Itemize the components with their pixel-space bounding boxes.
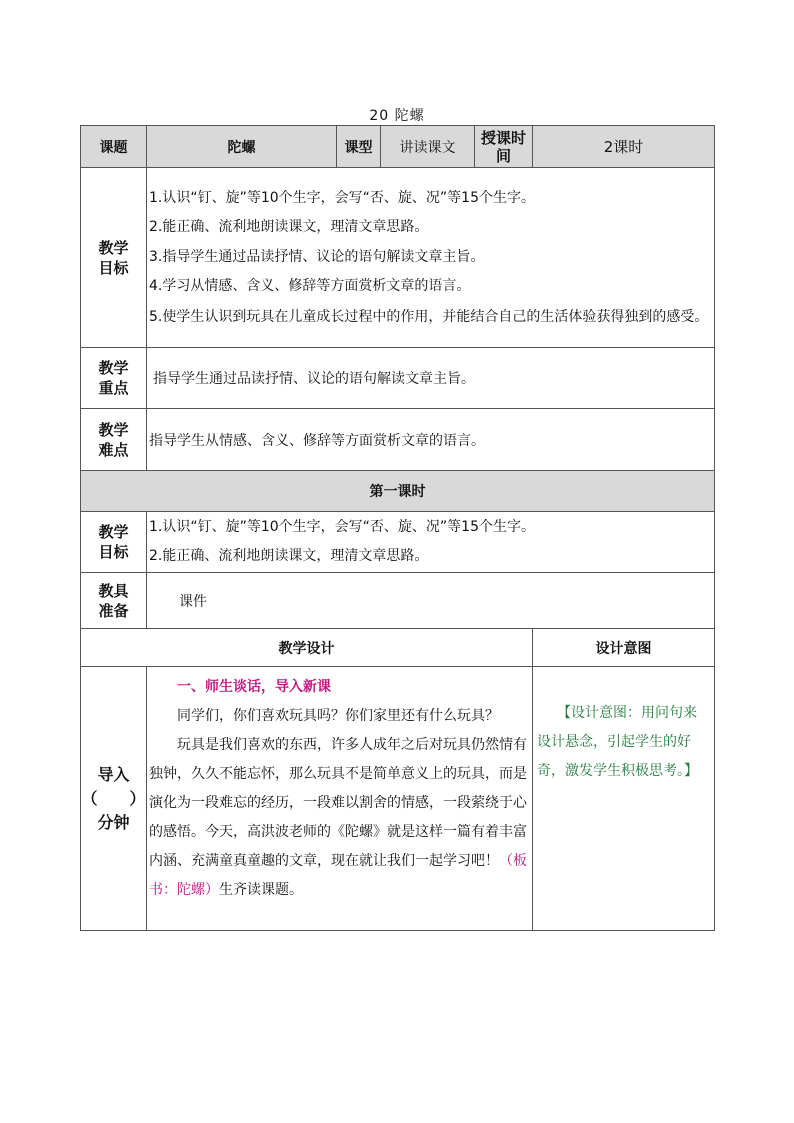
tools-text: 课件 — [147, 573, 715, 629]
tools-label: 教具准备 — [81, 573, 147, 629]
key-points-row — [81, 348, 715, 409]
design-header: 教学设计 — [81, 629, 533, 667]
topic-label: 课题 — [81, 126, 147, 168]
goal-item: 2.能正确、流利地朗读课文，理清文章思路。 — [149, 548, 429, 564]
goals-label: 教学目标 — [81, 168, 147, 348]
goals-list — [147, 168, 715, 348]
goal-item: 1.认识“钉、旋”等10个生字，会写“否、旋、况”等15个生字。 — [149, 189, 535, 206]
goal-item: 5.使学生认识到玩具在儿童成长过程中的作用，并能结合自己的生活体验获得独到的感受。 — [149, 308, 709, 325]
difficulties-row — [81, 409, 715, 471]
time-label: 授课时间 — [475, 126, 533, 168]
lesson1-title: 第一课时 — [81, 471, 715, 512]
tools-row — [81, 573, 715, 629]
intro-label: 导入（ ）分钟 — [81, 667, 147, 931]
goals-row — [81, 168, 715, 348]
header-row — [81, 126, 715, 168]
goal-item: 3.指导学生通过品读抒情、议论的语句解读文章主旨。 — [149, 248, 485, 265]
goal-item: 2.能正确、流利地朗读课文，理清文章思路。 — [149, 219, 429, 235]
type-value: 讲读课文 — [381, 126, 475, 168]
intro-row — [81, 667, 715, 931]
intro-intent: 【设计意图：用问句来设计悬念，引起学生的好奇，激发学生积极思考。】 — [533, 667, 715, 931]
goal-item: 1.认识“钉、旋”等10个生字，会写“否、旋、况”等15个生字。 — [149, 518, 535, 535]
lesson1-title-row — [81, 471, 715, 512]
lesson1-goals-label: 教学目标 — [81, 512, 147, 573]
document-title: 20 陀螺 — [369, 108, 425, 124]
lesson1-goals-list — [147, 512, 715, 573]
blackboard-note: （板书：陀螺） — [149, 853, 527, 898]
lesson-plan-table — [80, 125, 715, 931]
design-header-row — [81, 629, 715, 667]
key-points-label: 教学重点 — [81, 348, 147, 409]
type-label: 课型 — [337, 126, 381, 168]
difficulties-text: 指导学生从情感、含义、修辞等方面赏析文章的语言。 — [147, 409, 715, 471]
intro-heading: 一、师生谈话，导入新课 — [177, 679, 331, 695]
lesson1-goals-row — [81, 512, 715, 573]
time-value: 2课时 — [533, 126, 715, 168]
intro-design — [147, 667, 533, 931]
difficulties-label: 教学难点 — [81, 409, 147, 471]
topic-value: 陀螺 — [147, 126, 337, 168]
intro-paragraph: 同学们，你们喜欢玩具吗？你们家里还有什么玩具？ — [177, 708, 499, 724]
goal-item: 4.学习从情感、含义、修辞等方面赏析文章的语言。 — [149, 278, 471, 294]
intent-header: 设计意图 — [533, 629, 715, 667]
intro-paragraph: 玩具是我们喜欢的东西，许多人成年之后对玩具仍然情有独钟，久久不能忘怀，那么玩具不是简单意义上的玩具，而是演化为一段难忘的经历，一段难以割舍的情感，一段萦绕于心的感悟。今天，高洪波老师的《陀螺》就是这样一篇有着丰富内涵、充满童真童趣的文章，现在就让我们一起学习吧！（板书：陀螺）生齐读课题。 — [149, 737, 527, 898]
key-points-text: 指导学生通过品读抒情、议论的语句解读文章主旨。 — [147, 348, 715, 409]
